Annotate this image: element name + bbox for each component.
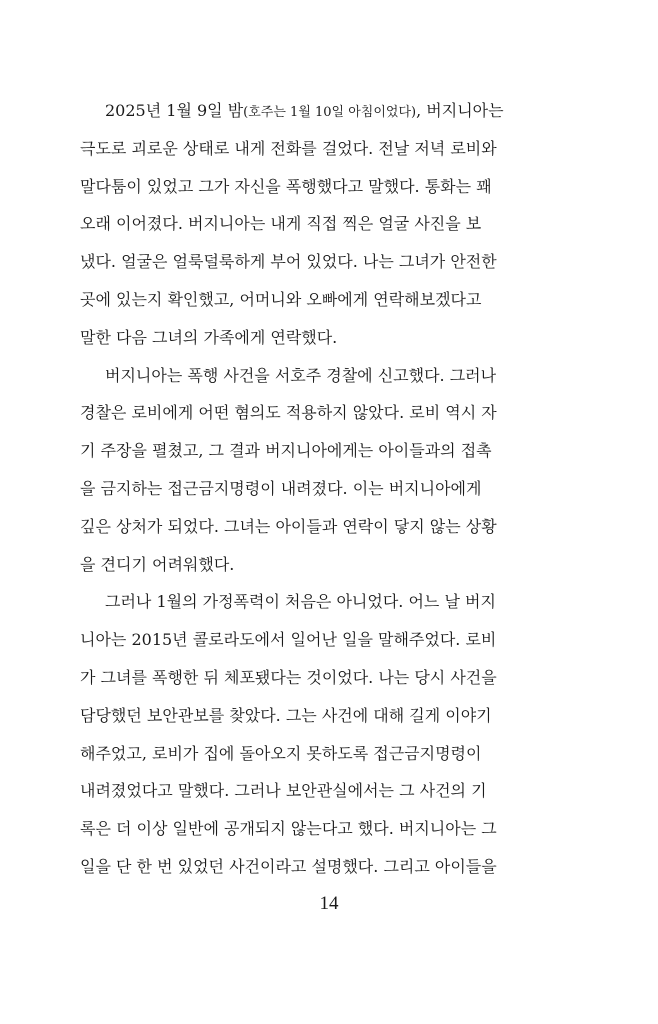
text-line: 담당했던 보안관보를 찾았다. 그는 사건에 대해 길게 이야기 bbox=[80, 705, 492, 725]
text-line: 일을 단 한 번 있었던 사건이라고 설명했다. 그리고 아이들을 bbox=[80, 856, 497, 876]
text-line: 곳에 있는지 확인했고, 어머니와 오빠에게 연락해보겠다고 bbox=[80, 289, 482, 309]
text-line: 냈다. 얼굴은 얼룩덜룩하게 부어 있었다. 나는 그녀가 안전한 bbox=[80, 252, 497, 272]
text-line: 록은 더 이상 일반에 공개되지 않는다고 했다. 버지니아는 그 bbox=[80, 819, 497, 839]
text-line: 깊은 상처가 되었다. 그녀는 아이들과 연락이 닿지 않는 상황 bbox=[80, 516, 497, 536]
parenthetical-note: (호주는 1월 10일 아침이었다) bbox=[243, 105, 417, 120]
text-line: 을 금지하는 접근금지명령이 내려졌다. 이는 버지니아에게 bbox=[80, 478, 482, 498]
text-line: 니아는 2015년 콜로라도에서 일어난 일을 말해주었다. 로비 bbox=[80, 630, 497, 650]
text-line: 기 주장을 펼쳤고, 그 결과 버지니아에게는 아이들과의 접촉 bbox=[80, 441, 492, 461]
text-line: 내려졌었다고 말했다. 그러나 보안관실에서는 그 사건의 기 bbox=[80, 781, 487, 801]
page-number: 14 bbox=[319, 893, 339, 914]
text-line: 가 그녀를 폭행한 뒤 체포됐다는 것이었다. 나는 당시 사건을 bbox=[80, 667, 497, 687]
text-line-segment: , 버지니아는 bbox=[416, 101, 504, 120]
text-line: 경찰은 로비에게 어떤 혐의도 적용하지 않았다. 로비 역시 자 bbox=[80, 403, 497, 423]
text-line: 해주었고, 로비가 집에 돌아오지 못하도록 접근금지명령이 bbox=[80, 743, 482, 763]
text-line: 오래 이어졌다. 버지니아는 내게 직접 찍은 얼굴 사진을 보 bbox=[80, 214, 482, 234]
text-line: 을 견디기 어려워했다. bbox=[80, 554, 235, 574]
text-line: 극도로 괴로운 상태로 내게 전화를 걸었다. 전날 저녁 로비와 bbox=[80, 138, 497, 158]
text-line: 버지니아는 폭행 사건을 서호주 경찰에 신고했다. 그러나 bbox=[105, 365, 497, 385]
text-line: 그러나 1월의 가정폭력이 처음은 아니었다. 어느 날 버지 bbox=[105, 592, 496, 612]
text-line: 말한 다음 그녀의 가족에게 연락했다. bbox=[80, 327, 338, 347]
text-line-segment: 2025년 1월 9일 밤 bbox=[105, 101, 244, 120]
body-text bbox=[80, 92, 578, 886]
text-line bbox=[80, 92, 578, 130]
text-line: 말다툼이 있었고 그가 자신을 폭행했다고 말했다. 통화는 꽤 bbox=[80, 176, 492, 196]
